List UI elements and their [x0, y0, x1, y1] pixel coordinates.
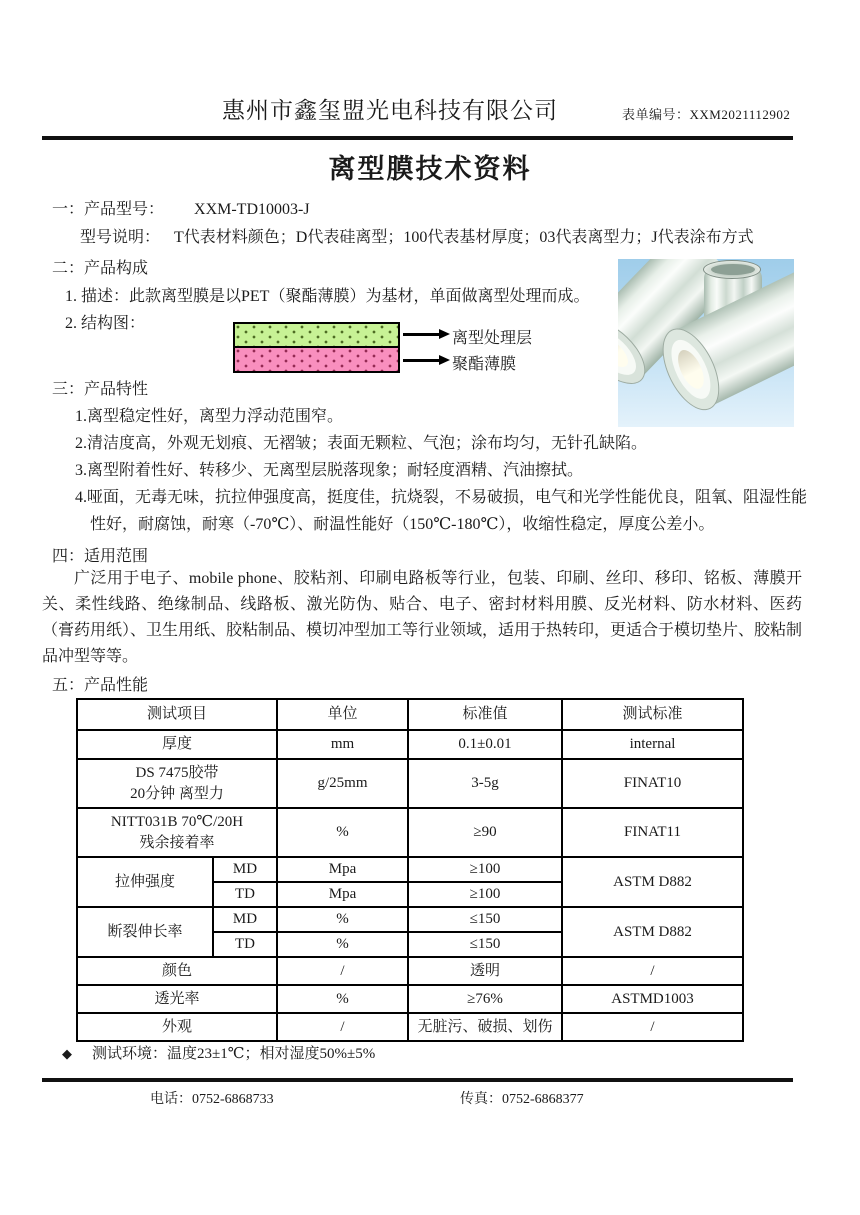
cell-method: ASTM D882 — [562, 857, 743, 907]
pet-layer-label: 聚酯薄膜 — [452, 356, 517, 373]
product-photo — [618, 259, 794, 427]
cell-unit: Mpa — [277, 882, 408, 907]
table-row — [77, 759, 743, 808]
cell-unit: g/25mm — [277, 759, 408, 808]
structure-diagram — [233, 322, 400, 373]
cell-std: ≥100 — [408, 857, 562, 882]
cell-item-line1: DS 7475胶带 — [135, 765, 219, 782]
section1-heading: 一：产品型号： — [52, 201, 165, 218]
feature-item: 4.哑面，无毒无味，抗拉伸强度高，挺度佳，抗烧裂，不易破损，电气和光学性能优良，阻氧、阻湿性能性好，耐腐蚀，耐寒（-70℃）、耐温性能好（150℃-180℃），收缩性稳定，厚度公差小。 — [75, 489, 808, 533]
table-row — [77, 857, 743, 882]
cell-item-line2: 20分钟 离型力 — [130, 785, 224, 802]
table-row — [77, 907, 743, 932]
section2-heading: 二：产品构成 — [52, 260, 149, 277]
cell-std: 0.1±0.01 — [408, 730, 562, 759]
cell-item — [77, 808, 277, 857]
cell-item: 透光率 — [77, 985, 277, 1013]
cell-unit: % — [277, 985, 408, 1013]
footer-fax — [460, 1088, 584, 1108]
cell-method: / — [562, 1013, 743, 1041]
feature-item: 1.离型稳定性好，离型力浮动范围窄。 — [75, 408, 344, 425]
cell-method: ASTMD1003 — [562, 985, 743, 1013]
cell-direction: MD — [213, 907, 277, 932]
cell-unit: / — [277, 1013, 408, 1041]
cell-item: 断裂伸长率 — [77, 907, 213, 957]
cell-method: FINAT11 — [562, 808, 743, 857]
phone-label: 电话： — [150, 1092, 192, 1107]
form-number-value: XXM2021112902 — [689, 107, 791, 122]
test-environment-note — [62, 1042, 375, 1063]
cell-unit: % — [277, 932, 408, 957]
page-title: 离型膜技术资料 — [328, 154, 532, 184]
table-row — [77, 957, 743, 985]
cell-unit: % — [277, 808, 408, 857]
fax-label: 传真： — [460, 1092, 502, 1107]
arrow-icon — [403, 355, 450, 365]
cell-item: 外观 — [77, 1013, 277, 1041]
spec-label: 型号说明： — [80, 229, 161, 246]
section1-model-line — [52, 196, 310, 219]
cell-direction: MD — [213, 857, 277, 882]
footer-phone — [150, 1088, 274, 1108]
cell-std: 无脏污、破损、划伤 — [408, 1013, 562, 1041]
spec-text: T代表材料颜色；D代表硅离型；100代表基材厚度；03代表离型力；J代表涂布方式 — [174, 229, 754, 246]
cell-item: 颜色 — [77, 957, 277, 985]
table-row — [77, 808, 743, 857]
form-number-label: 表单编号： — [622, 107, 690, 122]
section4-heading: 四：适用范围 — [52, 548, 149, 565]
performance-table — [76, 698, 744, 1042]
pet-layer-swatch — [235, 348, 398, 371]
cell-unit: % — [277, 907, 408, 932]
footer-divider — [42, 1078, 793, 1082]
release-layer-label: 离型处理层 — [452, 330, 533, 347]
cell-std: 透明 — [408, 957, 562, 985]
feature-item: 2.清洁度高，外观无划痕、无褶皱；表面无颗粒、气泡；涂布均匀，无针孔缺陷。 — [75, 435, 648, 452]
section3-feature-list — [75, 403, 817, 538]
cell-unit: / — [277, 957, 408, 985]
section1-spec-line — [80, 224, 754, 247]
cell-item: 厚度 — [77, 730, 277, 759]
section2-item-description: 1. 描述：此款离型膜是以PET（聚酯薄膜）为基材，单面做离型处理而成。 — [65, 288, 590, 305]
cell-std: ≤150 — [408, 907, 562, 932]
cell-std: 3-5g — [408, 759, 562, 808]
phone-number: 0752-6868733 — [192, 1092, 274, 1107]
cell-std: ≥76% — [408, 985, 562, 1013]
section4-paragraph: 广泛用于电子、mobile phone、胶粘剂、印刷电路板等行业，包装、印刷、丝印、移印、铭板、薄膜开关、柔性线路、绝缘制品、线路板、激光防伪、贴合、电子、密封材料用膜、反光材料、防水材料、医药（膏药用纸）、卫生用纸、胶粘制品、模切冲型加工等行业领域，适用于热转印，更适合于模切垫片、胶粘制品冲型等等。 — [42, 570, 803, 665]
test-environment-text: 测试环境：温度23±1℃；相对湿度50%±5% — [92, 1046, 376, 1062]
cell-std: ≥100 — [408, 882, 562, 907]
cell-method: / — [562, 957, 743, 985]
cell-std: ≤150 — [408, 932, 562, 957]
cell-direction: TD — [213, 932, 277, 957]
table-row — [77, 1013, 743, 1041]
section3-heading: 三：产品特性 — [52, 381, 149, 398]
section2-item-structure: 2. 结构图： — [65, 315, 146, 332]
cell-method: ASTM D882 — [562, 907, 743, 957]
company-name: 惠州市鑫玺盟光电科技有限公司 — [222, 98, 558, 123]
cell-method: FINAT10 — [562, 759, 743, 808]
table-header-row — [77, 699, 743, 730]
product-model: XXM-TD10003-J — [194, 201, 310, 218]
release-layer-swatch — [235, 324, 398, 348]
header-divider — [42, 136, 793, 140]
table-row — [77, 985, 743, 1013]
arrow-icon — [403, 329, 450, 339]
feature-item: 3.离型附着性好、转移少、无离型层脱落现象；耐轻度酒精、汽油擦拭。 — [75, 462, 584, 479]
cell-item-line1: NITT031B 70℃/20H — [110, 814, 244, 831]
cell-unit: Mpa — [277, 857, 408, 882]
table-row — [77, 730, 743, 759]
cell-item-line2: 残余接着率 — [139, 834, 215, 851]
fax-number: 0752-6868377 — [502, 1092, 584, 1107]
cell-std: ≥90 — [408, 808, 562, 857]
form-number — [622, 104, 790, 123]
col-header-item: 测试项目 — [77, 699, 277, 730]
section5-heading: 五：产品性能 — [52, 677, 149, 694]
col-header-method: 测试标准 — [562, 699, 743, 730]
col-header-std: 标准值 — [408, 699, 562, 730]
diamond-bullet-icon: ◆ — [62, 1046, 72, 1061]
cell-unit: mm — [277, 730, 408, 759]
col-header-unit: 单位 — [277, 699, 408, 730]
cell-method: internal — [562, 730, 743, 759]
cell-direction: TD — [213, 882, 277, 907]
cell-item — [77, 759, 277, 808]
cell-item: 拉伸强度 — [77, 857, 213, 907]
